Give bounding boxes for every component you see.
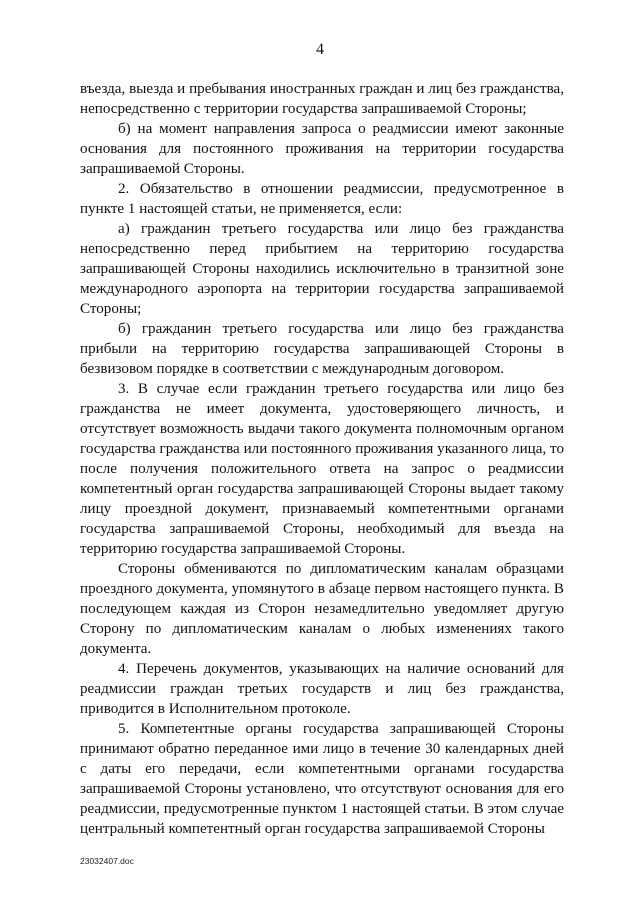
paragraph-3-second: Стороны обмениваются по дипломатическим каналам образцами проездного документа, упомянутого в абзаце первом настоящего пункта. В последующем каждая из Сторон незамедлительно уведомляет другую Сторону по дипломатическим каналам о любых изменениях такого документа. <box>80 561 564 657</box>
paragraph-2b: б) гражданин третьего государства или лицо без гражданства прибыли на территорию государства запрашивающей Стороны в безвизовом порядке в соответствии с международным договором. <box>80 321 564 377</box>
paragraph-continuation: въезда, выезда и пребывания иностранных граждан и лиц без гражданства, непосредственно с территории государства запрашиваемой Стороны; <box>80 81 564 117</box>
document-file-code: 23032407.doc <box>80 856 134 866</box>
paragraph-item-3: 3. В случае если гражданин третьего государства или лицо без гражданства не имеет документа, удостоверяющего личность, и отсутствует возможность выдачи такого документа полномочным органом государства гражданства или постоянного проживания указанного лица, то после получения положительного ответа на запрос о реадмиссии компетентный орган государства запрашивающей Стороны выдает такому лицу проездной документ, признаваемый компетентными органами государства запрашиваемой Стороны, необходимый для въезда на территорию государства запрашиваемой Стороны. <box>80 381 564 557</box>
paragraph-2a: а) гражданин третьего государства или лицо без гражданства непосредственно перед прибытием на территорию государства запрашивающей Стороны находились исключительно в транзитной зоне международного аэропорта на территории государства запрашиваемой Стороны; <box>80 221 564 317</box>
paragraph-item-5: 5. Компетентные органы государства запрашивающей Стороны принимают обратно переданное ими лицо в течение 30 календарных дней с даты его передачи, если компетентными органами государства запрашиваемой Стороны установлено, что отсутствуют основания для его реадмиссии, предусмотренные пунктом 1 настоящей статьи. В этом случае центральный компетентный орган государства запрашиваемой Стороны <box>80 721 564 837</box>
paragraph-item-2: 2. Обязательство в отношении реадмиссии, предусмотренное в пункте 1 настоящей статьи, не применяется, если: <box>80 181 564 217</box>
page-number: 4 <box>316 41 324 58</box>
paragraph-1b: б) на момент направления запроса о реадмиссии имеют законные основания для постоянного проживания на территории государства запрашиваемой Стороны. <box>80 121 564 177</box>
document-body <box>80 79 564 839</box>
paragraph-item-4: 4. Перечень документов, указывающих на наличие оснований для реадмиссии граждан третьих государств и лиц без гражданства, приводится в Исполнительном протоколе. <box>80 661 564 717</box>
